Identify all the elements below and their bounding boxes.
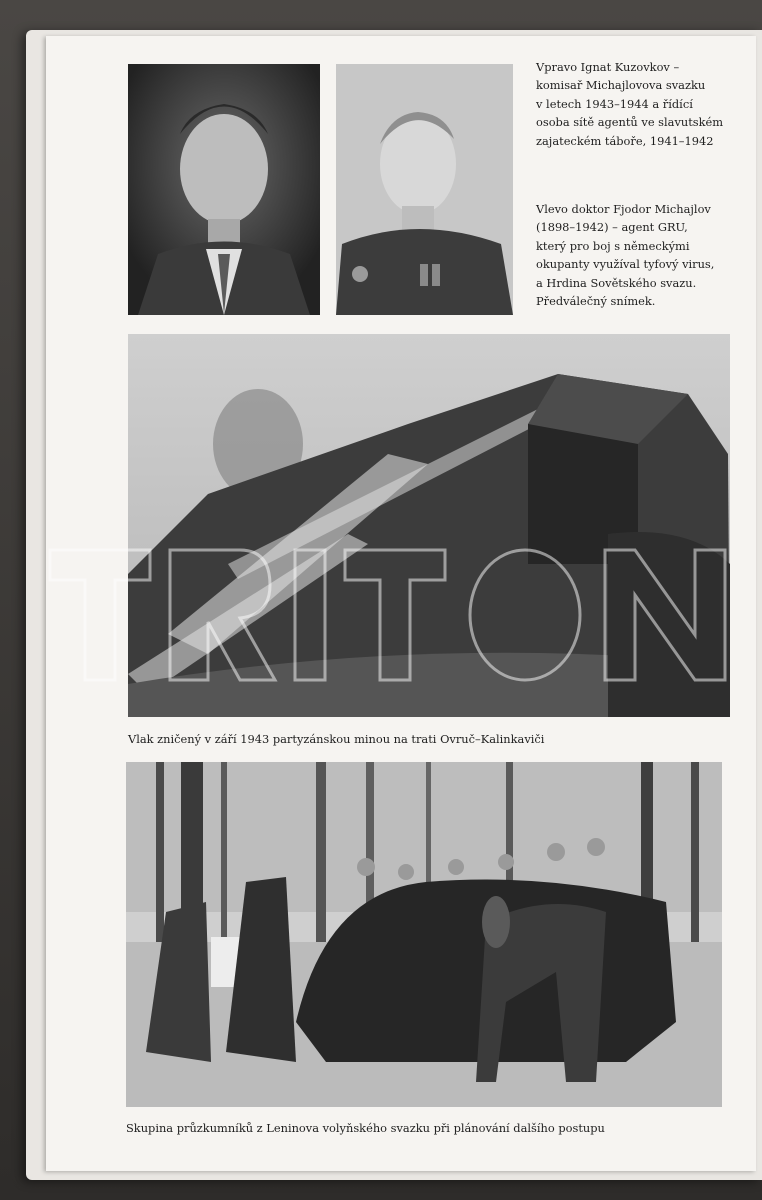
train-wreck-photo — [128, 334, 730, 717]
scouts-caption: Skupina průzkumníků z Leninova volyňského svazku při plánování dalšího postupu — [126, 1121, 605, 1135]
caption-line: (1898–1942) – agent GRU, — [536, 220, 688, 235]
book-page — [46, 36, 756, 1171]
caption-line: Vlevo doktor Fjodor Michajlov — [536, 202, 711, 216]
scouts-photo — [126, 762, 722, 1107]
caption-line: a Hrdina Sovětského svazu. — [536, 275, 697, 290]
doctor-caption — [536, 200, 750, 310]
caption-line: který pro boj s německými — [536, 238, 690, 253]
portrait-left-photo — [128, 64, 320, 315]
caption-line: Vpravo Ignat Kuzovkov – — [536, 60, 680, 74]
portraits-caption — [536, 58, 750, 150]
caption-line: osoba sítě agentů ve slavutském — [536, 115, 724, 130]
caption-line: okupanty využíval tyfový virus, — [536, 257, 715, 272]
caption-line: komisař Michajlovova svazku — [536, 78, 706, 93]
caption-line: Předválečný snímek. — [536, 294, 656, 309]
train-caption: Vlak zničený v září 1943 partyzánskou minou na trati Ovruč–Kalinkaviči — [128, 732, 545, 746]
caption-line: zajateckém táboře, 1941–1942 — [536, 133, 714, 148]
caption-line: v letech 1943–1944 a řídící — [536, 96, 693, 111]
portrait-right-photo — [336, 64, 513, 315]
